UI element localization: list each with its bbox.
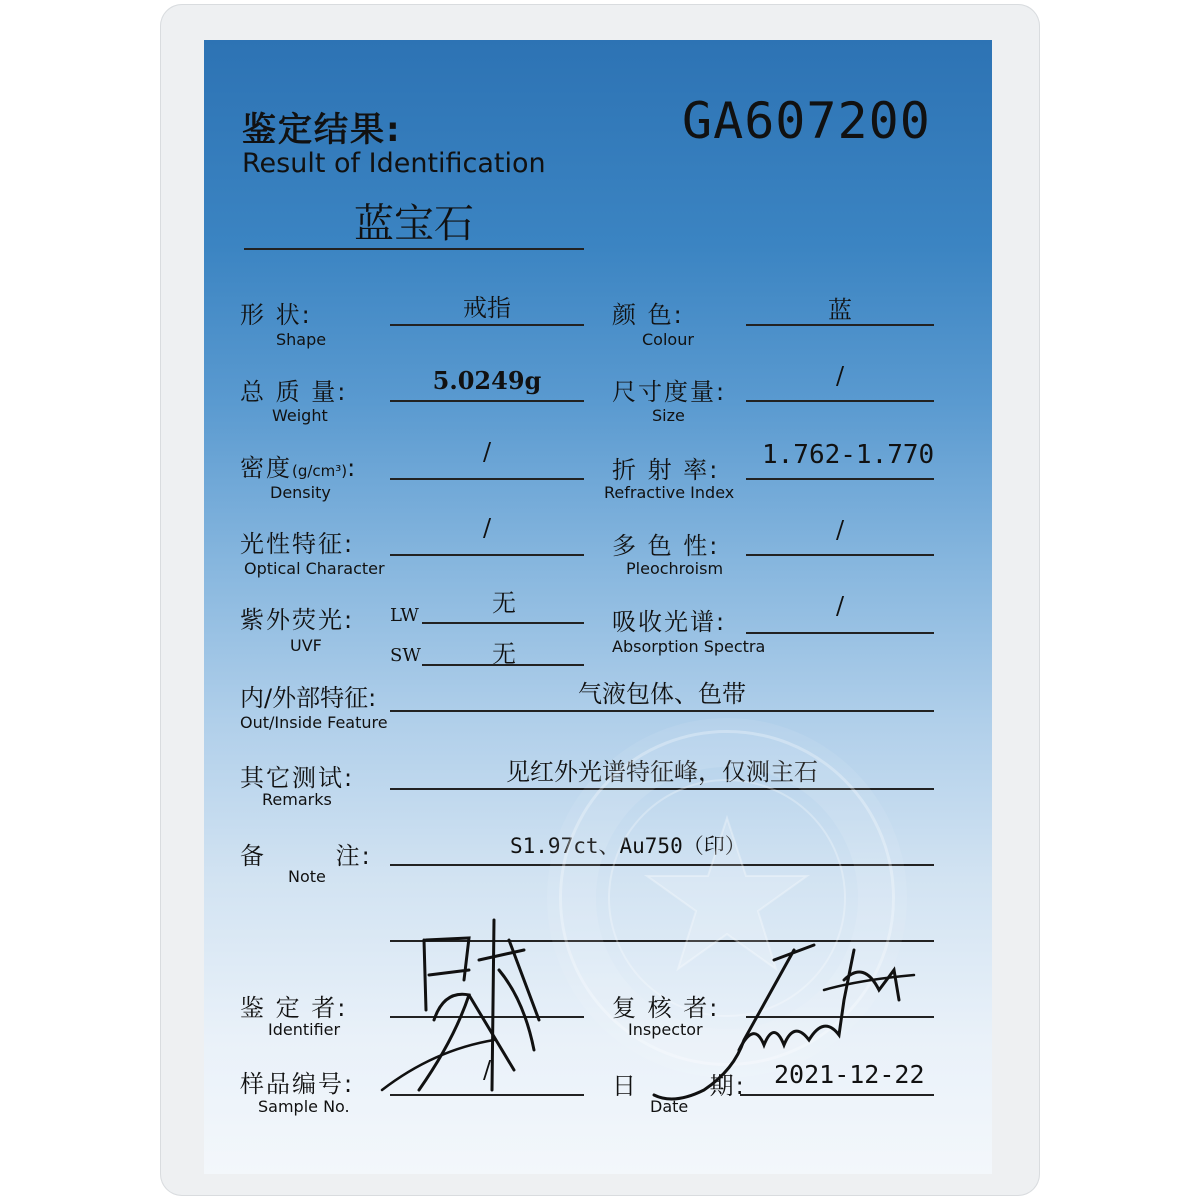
weight-value: 5.0249g [432, 366, 542, 395]
result-value: 蓝宝石 [354, 201, 474, 247]
uvf-lw-underline [422, 622, 584, 624]
optical-character-underline [390, 554, 584, 556]
pleochroism-label: 多 色 性: [612, 532, 720, 560]
shape-label-en: Shape [276, 330, 327, 349]
certificate-number: GA607200 [682, 92, 931, 150]
date-label-en: Date [650, 1097, 689, 1116]
pleochroism-value: / [835, 516, 845, 544]
refractive-index-value: 1.762-1.770 [762, 440, 935, 470]
uvf-sw-label: SW [390, 645, 421, 666]
density-label [240, 448, 357, 483]
remarks-label-en: Remarks [262, 790, 332, 809]
result-underline [244, 248, 584, 250]
density-sep: : [347, 454, 358, 482]
absorption-spectra-label-en: Absorption Spectra [612, 637, 766, 656]
shape-underline [390, 324, 584, 326]
size-value: / [835, 362, 845, 390]
note-label-en: Note [288, 867, 326, 886]
weight-label-en: Weight [272, 406, 328, 425]
colour-label-en: Colour [642, 330, 694, 349]
identifier-label-en: Identifier [268, 1020, 341, 1039]
optical-character-label: 光性特征: [240, 530, 355, 558]
title-cn: 鉴定结果: [242, 110, 402, 150]
density-label-en: Density [270, 483, 331, 502]
remarks-label: 其它测试: [240, 764, 355, 792]
size-label-en: Size [652, 406, 685, 425]
sample-no-value: / [482, 1056, 492, 1084]
pleochroism-underline [746, 554, 934, 556]
inspector-signature [644, 920, 924, 1110]
density-underline [390, 478, 584, 480]
uvf-lw-value: 无 [492, 589, 516, 617]
note-label-cn: 备 注: [240, 842, 372, 870]
optical-character-label-en: Optical Character [244, 559, 385, 578]
optical-character-value: / [482, 514, 492, 542]
sample-no-label: 样品编号: [240, 1070, 355, 1098]
weight-underline [390, 400, 584, 402]
pleochroism-label-en: Pleochroism [626, 559, 724, 578]
uvf-lw-label: LW [390, 605, 419, 626]
absorption-spectra-label: 吸收光谱: [612, 608, 727, 636]
inspector-label-en: Inspector [628, 1020, 703, 1039]
colour-underline [746, 324, 934, 326]
uvf-label: 紫外荧光: [240, 606, 355, 634]
absorption-spectra-underline [746, 632, 934, 634]
date-value: 2021-12-22 [774, 1060, 925, 1089]
refractive-index-underline [746, 478, 934, 480]
date-label-cn: 日 期: [612, 1072, 746, 1100]
uvf-sw-value: 无 [492, 640, 516, 668]
feature-label-en: Out/Inside Feature [240, 713, 388, 732]
absorption-spectra-value: / [835, 592, 845, 620]
feature-value: 气液包体、色带 [578, 680, 746, 708]
feature-underline [390, 710, 934, 712]
size-label: 尺寸度量: [612, 378, 727, 406]
inspector-label: 复 核 者: [612, 994, 720, 1022]
refractive-index-label-en: Refractive Index [604, 483, 735, 502]
colour-value: 蓝 [828, 296, 852, 324]
identifier-label: 鉴 定 者: [240, 994, 348, 1022]
sample-no-label-en: Sample No. [258, 1097, 350, 1116]
density-label-cn: 密度 [240, 454, 292, 482]
density-unit: (g/cm³) [292, 462, 348, 480]
shape-label: 形 状: [240, 301, 312, 329]
refractive-index-label: 折 射 率: [612, 456, 720, 484]
shape-value: 戒指 [463, 294, 511, 322]
note-label [240, 836, 372, 871]
uvf-sw-underline [422, 664, 584, 666]
uvf-label-en: UVF [290, 636, 322, 655]
note-value: S1.97ct、Au750（印） [510, 834, 746, 858]
remarks-value: 见红外光谱特征峰，仅测主石 [506, 758, 818, 786]
size-underline [746, 400, 934, 402]
colour-label: 颜 色: [612, 301, 684, 329]
identifier-signature [374, 900, 574, 1100]
feature-label: 内/外部特征: [240, 684, 377, 712]
certificate-card [204, 40, 992, 1174]
density-value: / [482, 438, 492, 466]
title-en: Result of Identification [242, 148, 546, 179]
weight-label: 总 质 量: [240, 378, 348, 406]
